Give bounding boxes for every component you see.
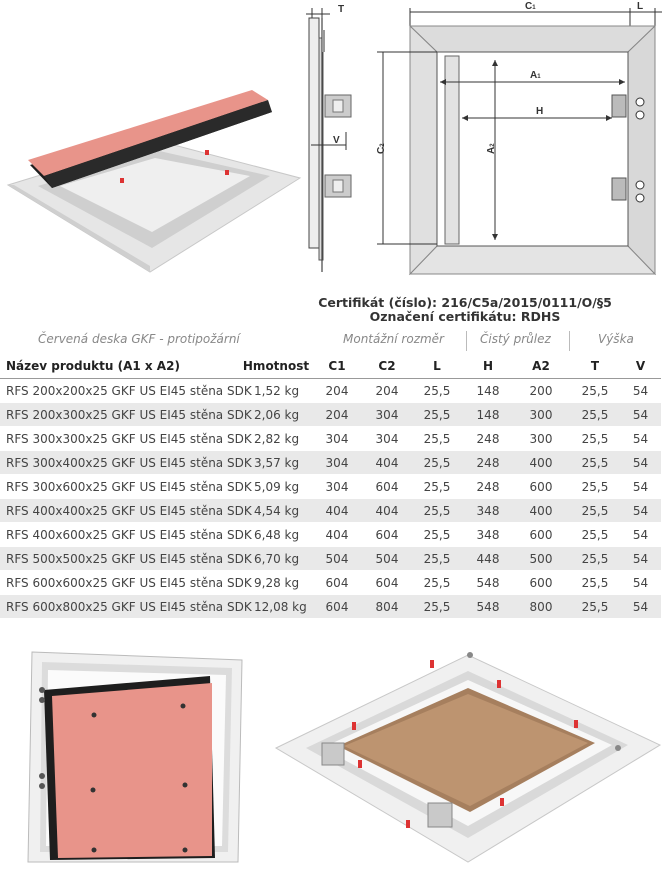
table-cell: 304 [310, 427, 364, 451]
table-cell: RFS 400x600x25 GKF US EI45 stěna SDK [0, 523, 242, 547]
table-cell: 25,5 [570, 547, 620, 571]
table-cell: 25,5 [410, 547, 464, 571]
table-cell: 300 [512, 403, 570, 427]
table-cell: 54 [620, 523, 661, 547]
table-cell: 600 [512, 523, 570, 547]
table-cell: RFS 500x500x25 GKF US EI45 stěna SDK [0, 547, 242, 571]
header-weight: Hmotnost [242, 354, 310, 379]
table-cell: 600 [512, 475, 570, 499]
table-cell: 25,5 [570, 379, 620, 403]
table-cell: 404 [364, 499, 410, 523]
svg-text:H: H [536, 106, 544, 117]
table-cell: 248 [464, 427, 512, 451]
product-spec-table [0, 354, 661, 619]
table-cell: 54 [620, 379, 661, 403]
table-cell: 348 [464, 523, 512, 547]
table-cell: 500 [512, 547, 570, 571]
svg-text:V: V [333, 135, 340, 146]
table-cell: 1,52 kg [242, 379, 310, 403]
front-dimension-drawing [370, 0, 667, 280]
table-cell: RFS 300x600x25 GKF US EI45 stěna SDK [0, 475, 242, 499]
table-cell: 25,5 [570, 451, 620, 475]
certificate-info [300, 296, 630, 324]
table-cell: RFS 200x300x25 GKF US EI45 stěna SDK [0, 403, 242, 427]
table-cell: 25,5 [410, 427, 464, 451]
table-cell: 448 [464, 547, 512, 571]
column-groups [0, 332, 667, 350]
table-cell: 2,82 kg [242, 427, 310, 451]
svg-text:A1: A1 [530, 70, 541, 81]
table-cell: 304 [364, 427, 410, 451]
table-cell: 25,5 [570, 571, 620, 595]
table-header-row [0, 354, 661, 379]
table-cell: 504 [310, 547, 364, 571]
table-cell: 5,09 kg [242, 475, 310, 499]
table-cell: 404 [310, 499, 364, 523]
header-a2: A2 [512, 354, 570, 379]
header-product-name: Název produktu (A1 x A2) [0, 354, 242, 379]
table-cell: 604 [364, 475, 410, 499]
header-t: T [570, 354, 620, 379]
table-row [0, 523, 661, 547]
group-divider [466, 331, 467, 351]
table-cell: RFS 600x800x25 GKF US EI45 stěna SDK [0, 595, 242, 619]
header-l: L [410, 354, 464, 379]
table-cell: 304 [310, 451, 364, 475]
side-section-drawing [295, 0, 365, 280]
table-cell: 404 [310, 523, 364, 547]
header-c2: C2 [364, 354, 410, 379]
table-row [0, 547, 661, 571]
table-cell: 25,5 [410, 499, 464, 523]
svg-text:C1: C1 [525, 1, 536, 12]
table-cell: 304 [310, 475, 364, 499]
group-divider [569, 331, 570, 351]
table-cell: 25,5 [410, 475, 464, 499]
header-v: V [620, 354, 661, 379]
group-product-type: Červená deska GKF - protipožární [38, 332, 240, 346]
table-cell: 54 [620, 499, 661, 523]
table-cell: 400 [512, 499, 570, 523]
table-cell: 548 [464, 571, 512, 595]
table-cell: 800 [512, 595, 570, 619]
table-cell: 54 [620, 403, 661, 427]
table-cell: 25,5 [410, 571, 464, 595]
svg-text:L: L [637, 1, 644, 12]
svg-text:C2: C2 [376, 143, 387, 154]
table-cell: 9,28 kg [242, 571, 310, 595]
table-cell: 25,5 [570, 475, 620, 499]
table-cell: 25,5 [570, 523, 620, 547]
svg-text:T: T [338, 4, 345, 15]
table-cell: 25,5 [410, 379, 464, 403]
table-cell: 4,54 kg [242, 499, 310, 523]
table-cell: 6,70 kg [242, 547, 310, 571]
table-cell: 148 [464, 379, 512, 403]
table-cell: 304 [364, 403, 410, 427]
table-cell: 25,5 [570, 427, 620, 451]
wall-hatch-photo [20, 645, 250, 867]
table-cell: 54 [620, 571, 661, 595]
table-cell: 604 [364, 571, 410, 595]
table-cell: 25,5 [570, 595, 620, 619]
table-cell: 204 [364, 379, 410, 403]
table-cell: 54 [620, 595, 661, 619]
table-row [0, 427, 661, 451]
table-cell: 2,06 kg [242, 403, 310, 427]
table-cell: 604 [310, 595, 364, 619]
table-cell: 25,5 [410, 403, 464, 427]
table-cell: RFS 300x400x25 GKF US EI45 stěna SDK [0, 451, 242, 475]
header-c1: C1 [310, 354, 364, 379]
installed-hatch-photo [270, 645, 667, 867]
table-cell: 25,5 [570, 499, 620, 523]
table-cell: 600 [512, 571, 570, 595]
table-cell: 25,5 [410, 523, 464, 547]
table-cell: 604 [310, 571, 364, 595]
table-cell: 604 [364, 523, 410, 547]
table-cell: 300 [512, 427, 570, 451]
table-cell: 804 [364, 595, 410, 619]
table-cell: 404 [364, 451, 410, 475]
table-cell: 12,08 kg [242, 595, 310, 619]
table-cell: RFS 400x400x25 GKF US EI45 stěna SDK [0, 499, 242, 523]
table-cell: 25,5 [410, 451, 464, 475]
table-cell: RFS 200x200x25 GKF US EI45 stěna SDK [0, 379, 242, 403]
table-cell: 3,57 kg [242, 451, 310, 475]
table-cell: 548 [464, 595, 512, 619]
table-row [0, 379, 661, 403]
table-cell: 200 [512, 379, 570, 403]
group-clear-opening: Čistý průlez [480, 332, 551, 346]
svg-text:A2: A2 [486, 143, 497, 154]
table-cell: 148 [464, 403, 512, 427]
table-cell: 248 [464, 451, 512, 475]
group-mounting-size: Montážní rozměr [343, 332, 444, 346]
table-cell: 504 [364, 547, 410, 571]
table-row [0, 595, 661, 619]
group-height: Výška [598, 332, 634, 346]
table-cell: 204 [310, 379, 364, 403]
table-row [0, 451, 661, 475]
table-cell: 54 [620, 547, 661, 571]
table-cell: RFS 300x300x25 GKF US EI45 stěna SDK [0, 427, 242, 451]
table-row [0, 571, 661, 595]
table-cell: RFS 600x600x25 GKF US EI45 stěna SDK [0, 571, 242, 595]
table-cell: 6,48 kg [242, 523, 310, 547]
table-cell: 400 [512, 451, 570, 475]
table-cell: 25,5 [410, 595, 464, 619]
table-cell: 54 [620, 451, 661, 475]
table-cell: 248 [464, 475, 512, 499]
table-cell: 204 [310, 403, 364, 427]
table-cell: 348 [464, 499, 512, 523]
table-cell: 25,5 [570, 403, 620, 427]
table-row [0, 403, 661, 427]
certificate-number: Certifikát (číslo): 216/C5a/2015/0111/O/§5 [318, 295, 612, 310]
table-cell: 54 [620, 427, 661, 451]
table-row [0, 475, 661, 499]
table-cell: 54 [620, 475, 661, 499]
open-hatch-photo [0, 90, 310, 275]
header-h: H [464, 354, 512, 379]
certificate-designation: Označení certifikátu: RDHS [369, 309, 561, 324]
table-row [0, 499, 661, 523]
